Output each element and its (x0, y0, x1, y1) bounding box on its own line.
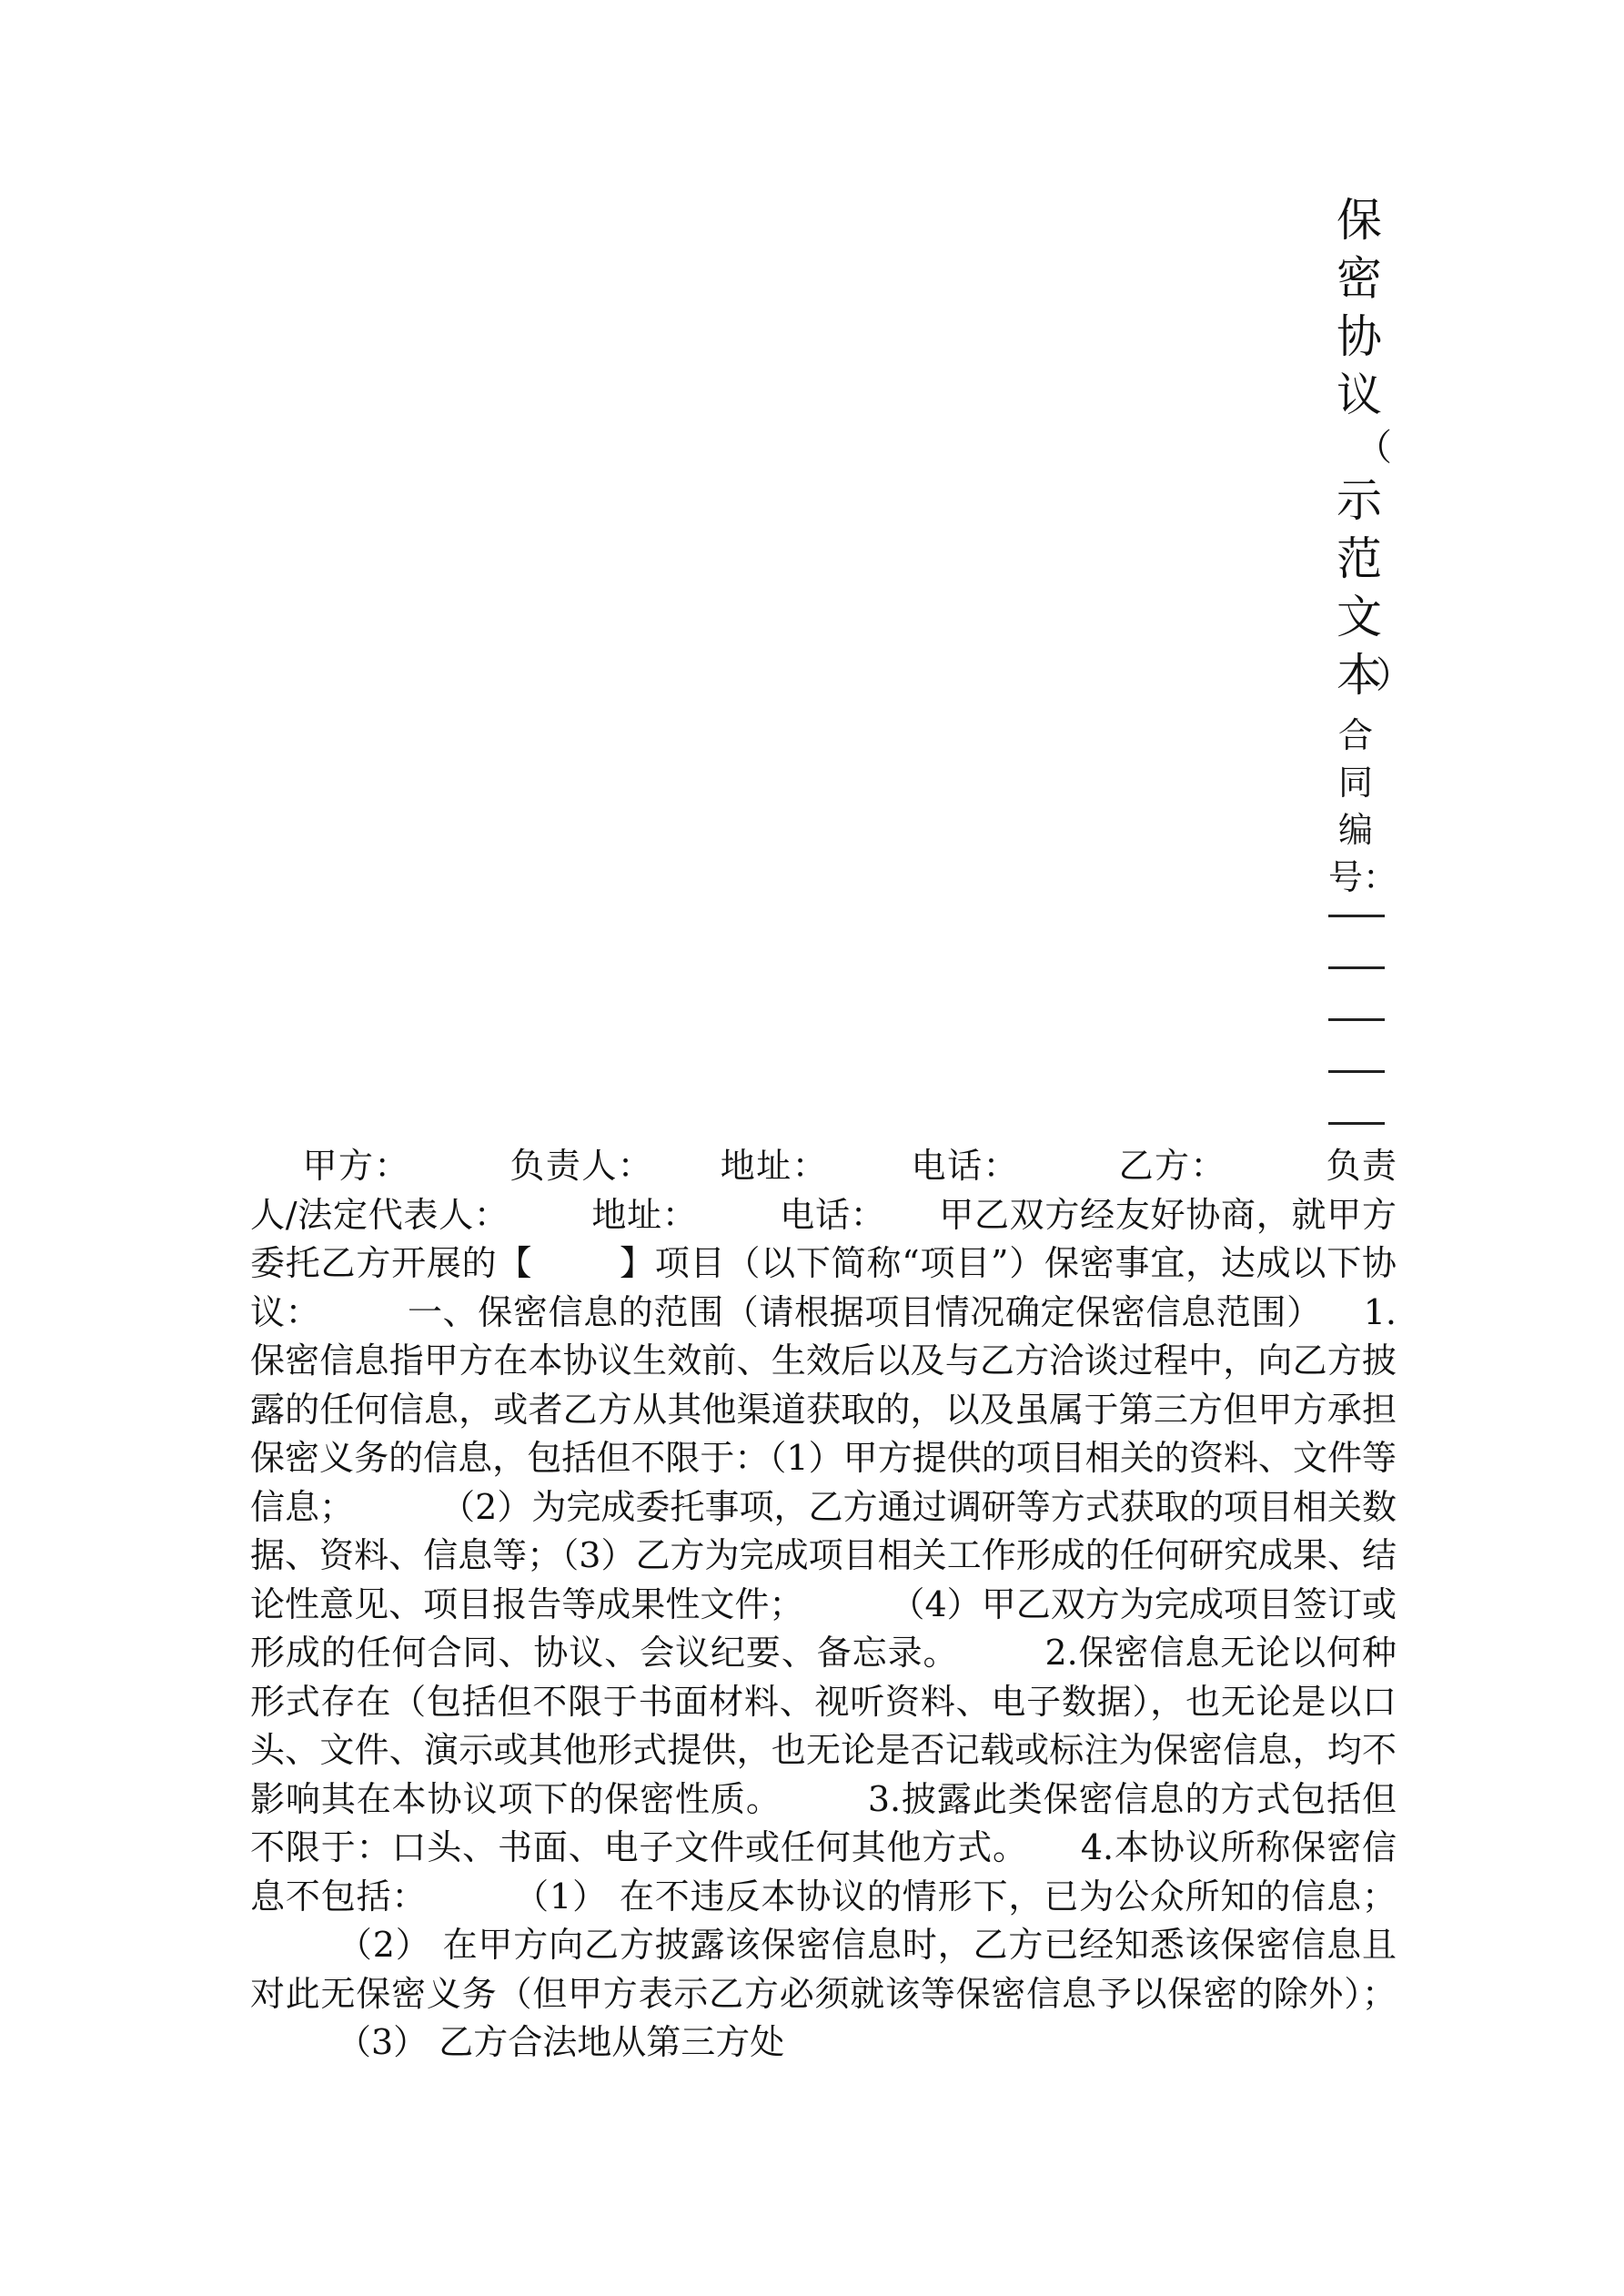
party-a-leader-label: 负责人： (508, 1146, 654, 1186)
title-char: 保 (1337, 194, 1382, 247)
party-a-label: 甲方： (301, 1146, 410, 1186)
title-char-text: 本 (1337, 649, 1382, 702)
contract-number-blank (1328, 915, 1387, 1174)
blank-line (1328, 915, 1385, 917)
clause-4-2: （2） 在甲方向乙方披露该保密信息时，乙方已经知悉该保密信息且对此无保密义务（但甲方表示乙方必须就该等保密信息予以保密的除外）； (250, 1925, 1397, 2014)
title-char: 密 (1337, 252, 1382, 305)
blank-line (1328, 1018, 1385, 1021)
clause-3: 3.披露此类保密信息的方式包括但不限于：口头、书面、电子文件或任何其他方式。 (250, 1778, 1397, 1867)
intro-text-continued: 】项目（以下简称“项目”）保密事宜，达成以下协议： (250, 1243, 1397, 1332)
title-char: 协 (1337, 310, 1382, 363)
contract-number-char: 编 (1337, 810, 1373, 850)
clause-4-1: （1） 在不违反本协议的情形下，已为公众所知的信息； (513, 1876, 1397, 1917)
contract-number-char: 同 (1337, 763, 1373, 803)
title-char: 范 (1337, 532, 1382, 585)
blank-line (1328, 1070, 1385, 1073)
party-a-address-label: 地址： (719, 1146, 829, 1186)
contract-number-label (1328, 712, 1398, 901)
blank-line (1328, 966, 1385, 969)
document-title (1326, 191, 1412, 704)
clause-1: 1.保密信息指甲方在本协议生效前、生效后以及与乙方洽谈过程中，向乙方披露的任何信息，或者乙方从其他渠道获取的，以及虽属于第三方但甲方承担保密义务的信息，包括但不限于： (250, 1291, 1397, 1478)
title-char: 议 (1337, 369, 1382, 421)
contract-number-char: 合 (1337, 715, 1373, 755)
party-b-phone-label: 电话： (779, 1194, 886, 1235)
title-char: 文 (1337, 591, 1382, 643)
clause-1-3: （3）乙方为完成项目相关工作形成的任何研究成果、结论性意见、项目报告等成果性文件； (250, 1535, 1397, 1624)
party-b-address-label: 地址： (590, 1194, 698, 1235)
contract-number-char: 号： (1328, 857, 1398, 897)
title-char: 示 (1337, 474, 1382, 527)
title-char: （ (1356, 427, 1392, 469)
party-b-label: 乙方： (1117, 1146, 1226, 1186)
party-b-leader-label: 负责人/法定代表人： (250, 1146, 1397, 1235)
party-a-phone-label: 电话： (910, 1146, 1020, 1186)
section-1-title: 一、保密信息的范围（请根据项目情况确定保密信息范围） (407, 1291, 1322, 1332)
blank-line (1328, 1122, 1385, 1125)
clause-4: 4.本协议所称保密信息不包括： (250, 1827, 1397, 1917)
intro-text: 甲乙双方经友好协商，就甲方委托乙方开展的【 (250, 1194, 1397, 1283)
title-char: ） (1376, 654, 1412, 696)
clause-1-2: （2）为完成委托事项，乙方通过调研等方式获取的项目相关数据、资料、信息等； (250, 1486, 1397, 1575)
clause-1-4: （4）甲乙双方为完成项目签订或形成的任何合同、协议、会议纪要、备忘录。 (250, 1583, 1397, 1673)
clause-2: 2.保密信息无论以何种形式存在（包括但不限于书面材料、视听资料、电子数据），也无论是以口头、文件、演示或其他形式提供，也无论是否记载或标注为保密信息，均不影响其在本协议项下的保密性质。 (250, 1633, 1397, 1819)
clause-4-3: （3） 乙方合法地从第三方处 (337, 2022, 785, 2062)
title-char (1326, 646, 1412, 704)
clause-1-1: （1）甲方提供的项目相关的资料、文件等信息； (250, 1438, 1397, 1527)
document-body (250, 1142, 1397, 2068)
